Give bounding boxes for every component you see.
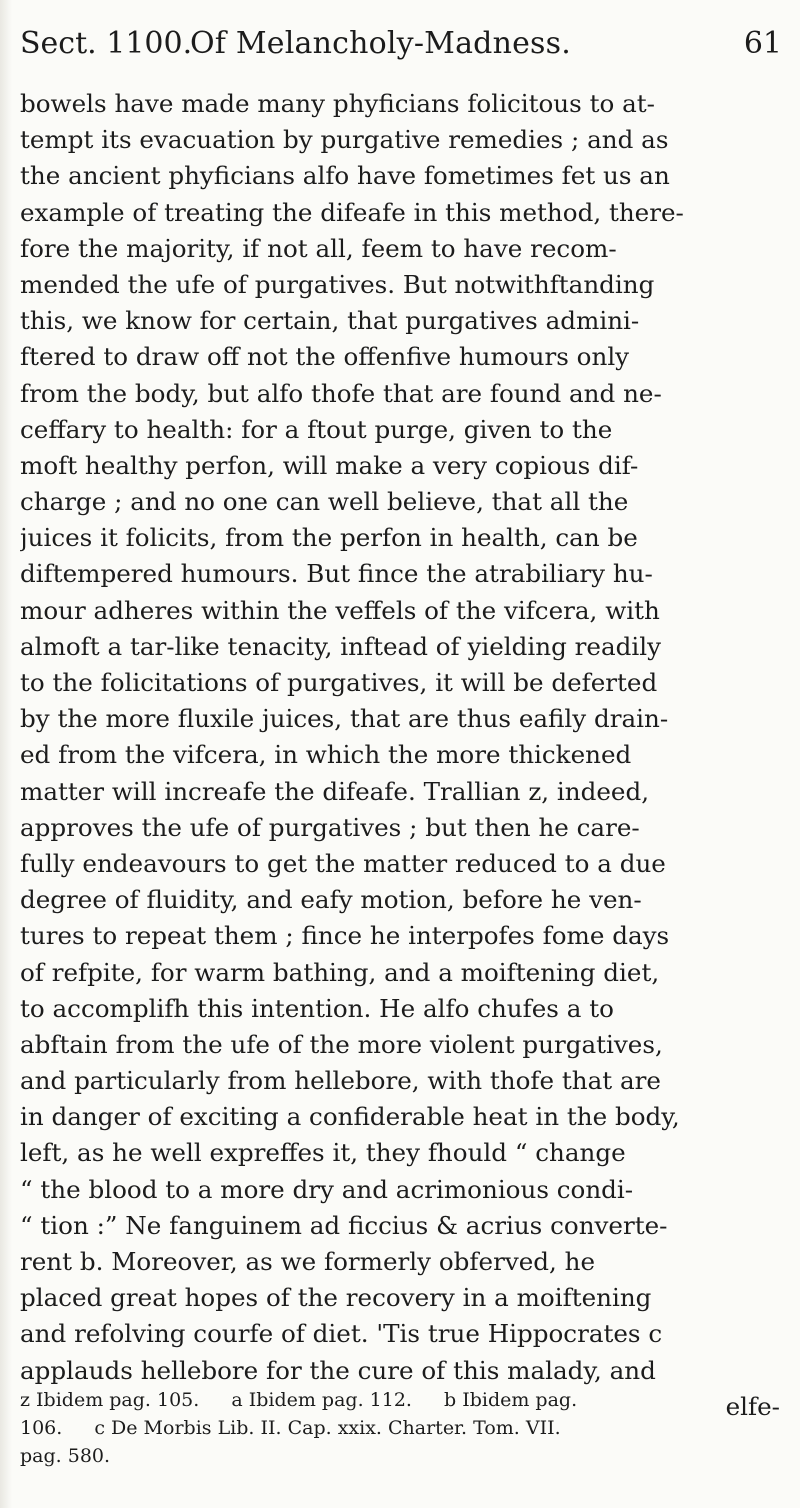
text-line: to the folicitations of purgatives, it will be deferted [20,668,658,697]
text-line: degree of fluidity, and eafy motion, before he ven- [20,885,642,915]
text-line: juices it folicits, from the perfon in health, can be [20,523,638,553]
text-line: almoft a tar-like tenacity, inftead of yielding readily [20,631,662,661]
text-line: and particularly from hellebore, with thofe that are [20,1066,661,1096]
footnote-a: a Ibidem pag. 112. [231,1389,412,1411]
running-header [20,14,782,74]
footnote-line [20,1386,780,1414]
text-line: mended the ufe of purgatives. But notwithftanding [20,269,655,299]
footnote-z: z Ibidem pag. 105. [20,1389,200,1411]
text-line: of refpite, for warm bathing, and a moiftening diet, [20,957,660,987]
section-number: Sect. 1100. [20,26,193,61]
text-line: to accomplifh this intention. He alfo chufes a to [20,993,614,1023]
text-line: example of treating the difeafe in this method, there- [20,197,684,227]
text-line: this, we know for certain, that purgatives admini- [20,306,640,336]
footnote-c-continued: pag. 580. [20,1445,111,1467]
catchword: elfe- [725,1391,780,1421]
text-line: in danger of exciting a confiderable heat in the body, [20,1102,680,1132]
text-line: the ancient phyficians alfo have fometimes fet us an [20,161,670,191]
text-line: ceffary to health: for a ftout purge, given to the [20,414,613,444]
page-edge-shadow [0,0,12,1508]
text-line: from the body, but alfo thofe that are found and ne- [20,378,662,408]
text-line: charge ; and no one can well believe, that all the [20,487,629,517]
footnote-b: b Ibidem pag. [444,1389,578,1411]
text-line: applauds hellebore for the cure of this malady, and [20,1355,656,1385]
footnote-b-continued: 106. [20,1417,63,1439]
page-number: 61 [743,26,782,61]
text-line: abftain from the ufe of the more violent purgatives, [20,1029,663,1059]
text-line: left, as he well expreffes it, they fhould “ change [20,1138,626,1168]
footnote-c: c De Morbis Lib. II. Cap. xxix. Charter. Tom. VII. [94,1417,561,1439]
footnotes [20,1386,780,1470]
text-line: bowels have made many phyficians folicitous to at- [20,89,655,118]
text-line: ed from the vifcera, in which the more thickened [20,740,632,770]
text-line: moft healthy perfon, will make a very copious dif- [20,450,639,480]
text-line: mour adheres within the veffels of the vifcera, with [20,595,660,625]
text-line: ftered to draw off not the offenfive humours only [20,342,630,372]
text-line: approves the ufe of purgatives ; but then he care- [20,812,640,842]
text-line: “ the blood to a more dry and acrimonious condi- [20,1174,634,1204]
text-line: fully endeavours to get the matter reduced to a due [20,848,666,878]
text-line: by the more fluxile juices, that are thus eafily drain- [20,704,669,734]
text-line: diftempered humours. But fince the atrabiliary hu- [20,559,653,589]
text-line: tures to repeat them ; fince he interpofes fome days [20,921,670,951]
text-line: and refolving courfe of diet. 'Tis true Hippocrates c [20,1319,663,1349]
text-line: “ tion :” Ne fanguinem ad ficcius & acrius converte- [20,1210,668,1240]
text-line: tempt its evacuation by purgative remedies ; and as [20,125,669,155]
text-line: rent b. Moreover, as we formerly obferved, he [20,1247,596,1276]
body-text [20,86,800,1425]
text-line: placed great hopes of the recovery in a moiftening [20,1283,652,1313]
text-line: matter will increafe the difeafe. Trallian z, indeed, [20,776,650,806]
footnote-line [20,1414,780,1442]
chapter-title: Of Melancholy-Madness. [190,26,571,61]
text-line: fore the majority, if not all, feem to have recom- [20,233,617,263]
